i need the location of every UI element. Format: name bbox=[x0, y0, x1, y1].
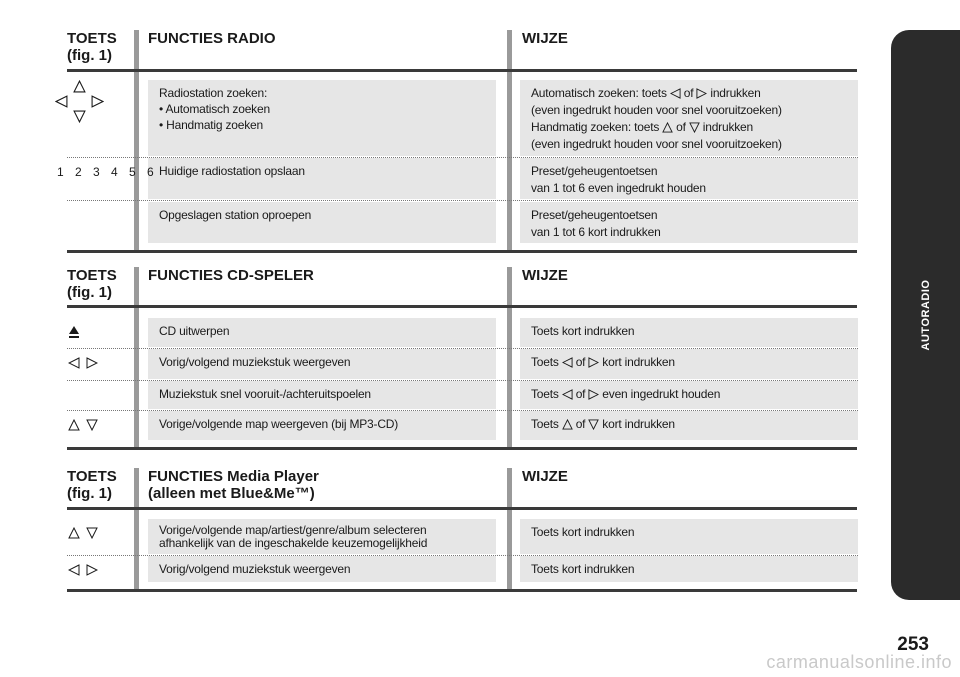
text-fragment: Preset/geheugentoetsen bbox=[531, 164, 658, 178]
column-header-key bbox=[67, 267, 117, 301]
arrow-cross-icon bbox=[55, 80, 105, 124]
side-tab-label: AUTORADIO bbox=[919, 279, 932, 351]
column-header-function bbox=[148, 30, 276, 47]
triangle-down-icon bbox=[588, 419, 599, 430]
up-down-icon bbox=[68, 419, 98, 431]
section-bottom-rule bbox=[67, 250, 857, 253]
column-header-mode: WIJZE bbox=[522, 30, 568, 47]
triangle-right-icon bbox=[588, 357, 599, 368]
text-fragment: of bbox=[575, 387, 586, 401]
text-fragment: Toets bbox=[531, 417, 559, 431]
key-cell bbox=[68, 356, 98, 374]
mode-text bbox=[531, 354, 675, 371]
header-line: (alleen met Blue&Me™) bbox=[148, 485, 315, 502]
header-line: TOETS bbox=[67, 267, 117, 284]
function-text bbox=[159, 524, 427, 550]
text-line: afhankelijk van de ingeschakelde keuzemogelijkheid bbox=[159, 536, 428, 550]
watermark: carmanualsonline.info bbox=[766, 652, 952, 672]
mode-text bbox=[531, 85, 782, 153]
page-number: 253 bbox=[897, 634, 929, 655]
column-divider bbox=[134, 267, 139, 447]
text-fragment: Toets kort indrukken bbox=[531, 525, 635, 539]
column-divider bbox=[134, 30, 139, 250]
text-line bbox=[531, 85, 782, 102]
text-fragment: kort indrukken bbox=[602, 417, 675, 431]
header-line: TOETS bbox=[67, 30, 117, 47]
left-right-icon bbox=[68, 564, 98, 576]
text-fragment: indrukken bbox=[702, 120, 753, 134]
text-line bbox=[531, 119, 782, 136]
text-line: Huidige radiostation opslaan bbox=[159, 164, 305, 178]
function-text bbox=[159, 323, 229, 339]
text-fragment: Handmatig zoeken: toets bbox=[531, 120, 660, 134]
key-cell bbox=[68, 526, 98, 544]
key-cell bbox=[68, 563, 98, 581]
key-cell bbox=[55, 80, 105, 124]
text-fragment: of bbox=[676, 120, 686, 134]
triangle-left-icon bbox=[562, 389, 573, 400]
text-line: Vorig/volgend muziekstuk weergeven bbox=[159, 562, 351, 576]
text-fragment: Toets kort indrukken bbox=[531, 324, 635, 338]
text-fragment: indrukken bbox=[710, 86, 761, 100]
text-line bbox=[531, 323, 634, 340]
text-line bbox=[531, 207, 661, 224]
left-right-icon bbox=[68, 357, 98, 369]
triangle-down-icon bbox=[689, 122, 700, 133]
text-fragment: of bbox=[575, 417, 586, 431]
text-line: Vorig/volgend muziekstuk weergeven bbox=[159, 355, 351, 369]
text-line bbox=[531, 136, 782, 153]
function-text bbox=[159, 561, 350, 577]
text-line: Muziekstuk snel vooruit-/achteruitspoelen bbox=[159, 387, 371, 401]
column-divider bbox=[134, 468, 139, 589]
row-separator bbox=[67, 200, 858, 201]
mode-text bbox=[531, 416, 675, 433]
text-fragment: Toets bbox=[531, 355, 559, 369]
text-line: Opgeslagen station oproepen bbox=[159, 208, 312, 222]
function-text bbox=[159, 354, 350, 370]
mode-text bbox=[531, 163, 706, 197]
text-line bbox=[531, 180, 706, 197]
header-line: (fig. 1) bbox=[67, 485, 112, 502]
triangle-right-icon bbox=[696, 88, 707, 99]
text-fragment: van 1 tot 6 kort indrukken bbox=[531, 225, 661, 239]
text-line: Vorige/volgende map weergeven (bij MP3-CD) bbox=[159, 417, 399, 431]
column-divider bbox=[507, 468, 512, 589]
text-line bbox=[531, 354, 675, 371]
key-cell bbox=[68, 325, 80, 344]
side-tab bbox=[891, 30, 960, 600]
text-line bbox=[531, 163, 706, 180]
column-header-function bbox=[148, 267, 314, 284]
mode-text bbox=[531, 323, 634, 340]
text-fragment: Toets bbox=[531, 387, 559, 401]
triangle-up-icon bbox=[562, 419, 573, 430]
text-fragment: even ingedrukt houden bbox=[602, 387, 721, 401]
text-line: CD uitwerpen bbox=[159, 324, 230, 338]
eject-icon bbox=[68, 325, 80, 339]
text-fragment: Automatisch zoeken: toets bbox=[531, 86, 667, 100]
text-line: Radiostation zoeken: bbox=[159, 86, 268, 100]
text-fragment: van 1 tot 6 even ingedrukt houden bbox=[531, 181, 706, 195]
text-fragment: kort indrukken bbox=[602, 355, 675, 369]
text-line: • Automatisch zoeken bbox=[159, 102, 270, 116]
header-line: FUNCTIES CD-SPELER bbox=[148, 267, 314, 284]
text-fragment: Preset/geheugentoetsen bbox=[531, 208, 658, 222]
column-header-key bbox=[67, 30, 117, 64]
header-line: (fig. 1) bbox=[67, 284, 112, 301]
column-divider bbox=[507, 267, 512, 447]
function-text bbox=[159, 163, 305, 179]
function-text bbox=[159, 85, 270, 133]
preset-keys: 1 2 3 4 5 6 bbox=[57, 165, 158, 179]
text-fragment: (even ingedrukt houden voor snel vooruitzoeken) bbox=[531, 103, 782, 117]
column-header-key bbox=[67, 468, 117, 502]
triangle-up-icon bbox=[662, 122, 673, 133]
text-line bbox=[531, 524, 634, 541]
section-top-rule bbox=[67, 507, 857, 510]
column-divider bbox=[507, 30, 512, 250]
header-line: FUNCTIES Media Player bbox=[148, 468, 319, 485]
text-line bbox=[531, 561, 634, 578]
section-bottom-rule bbox=[67, 447, 857, 450]
function-text bbox=[159, 416, 398, 432]
header-line: TOETS bbox=[67, 468, 117, 485]
triangle-left-icon bbox=[670, 88, 681, 99]
function-text bbox=[159, 386, 371, 402]
mode-text bbox=[531, 207, 661, 241]
key-cell bbox=[68, 418, 98, 436]
triangle-right-icon bbox=[588, 389, 599, 400]
text-line: Vorige/volgende map/artiest/genre/album selecteren bbox=[159, 523, 427, 537]
text-fragment: Toets kort indrukken bbox=[531, 562, 635, 576]
column-header-function bbox=[148, 468, 319, 502]
up-down-icon bbox=[68, 527, 98, 539]
text-fragment: (even ingedrukt houden voor snel vooruitzoeken) bbox=[531, 137, 782, 151]
column-header-mode: WIJZE bbox=[522, 267, 568, 284]
mode-text bbox=[531, 561, 634, 578]
header-line: FUNCTIES RADIO bbox=[148, 30, 276, 47]
section-bottom-rule bbox=[67, 589, 857, 592]
triangle-left-icon bbox=[562, 357, 573, 368]
column-header-mode: WIJZE bbox=[522, 468, 568, 485]
text-line bbox=[531, 416, 675, 433]
text-fragment: of bbox=[683, 86, 694, 100]
text-fragment: of bbox=[575, 355, 586, 369]
text-line bbox=[531, 224, 661, 241]
function-text bbox=[159, 207, 311, 223]
mode-text bbox=[531, 386, 720, 403]
text-line bbox=[531, 386, 720, 403]
text-line bbox=[531, 102, 782, 119]
header-line: (fig. 1) bbox=[67, 47, 112, 64]
section-top-rule bbox=[67, 305, 857, 308]
text-line: • Handmatig zoeken bbox=[159, 118, 263, 132]
section-top-rule bbox=[67, 69, 857, 72]
mode-text bbox=[531, 524, 634, 541]
